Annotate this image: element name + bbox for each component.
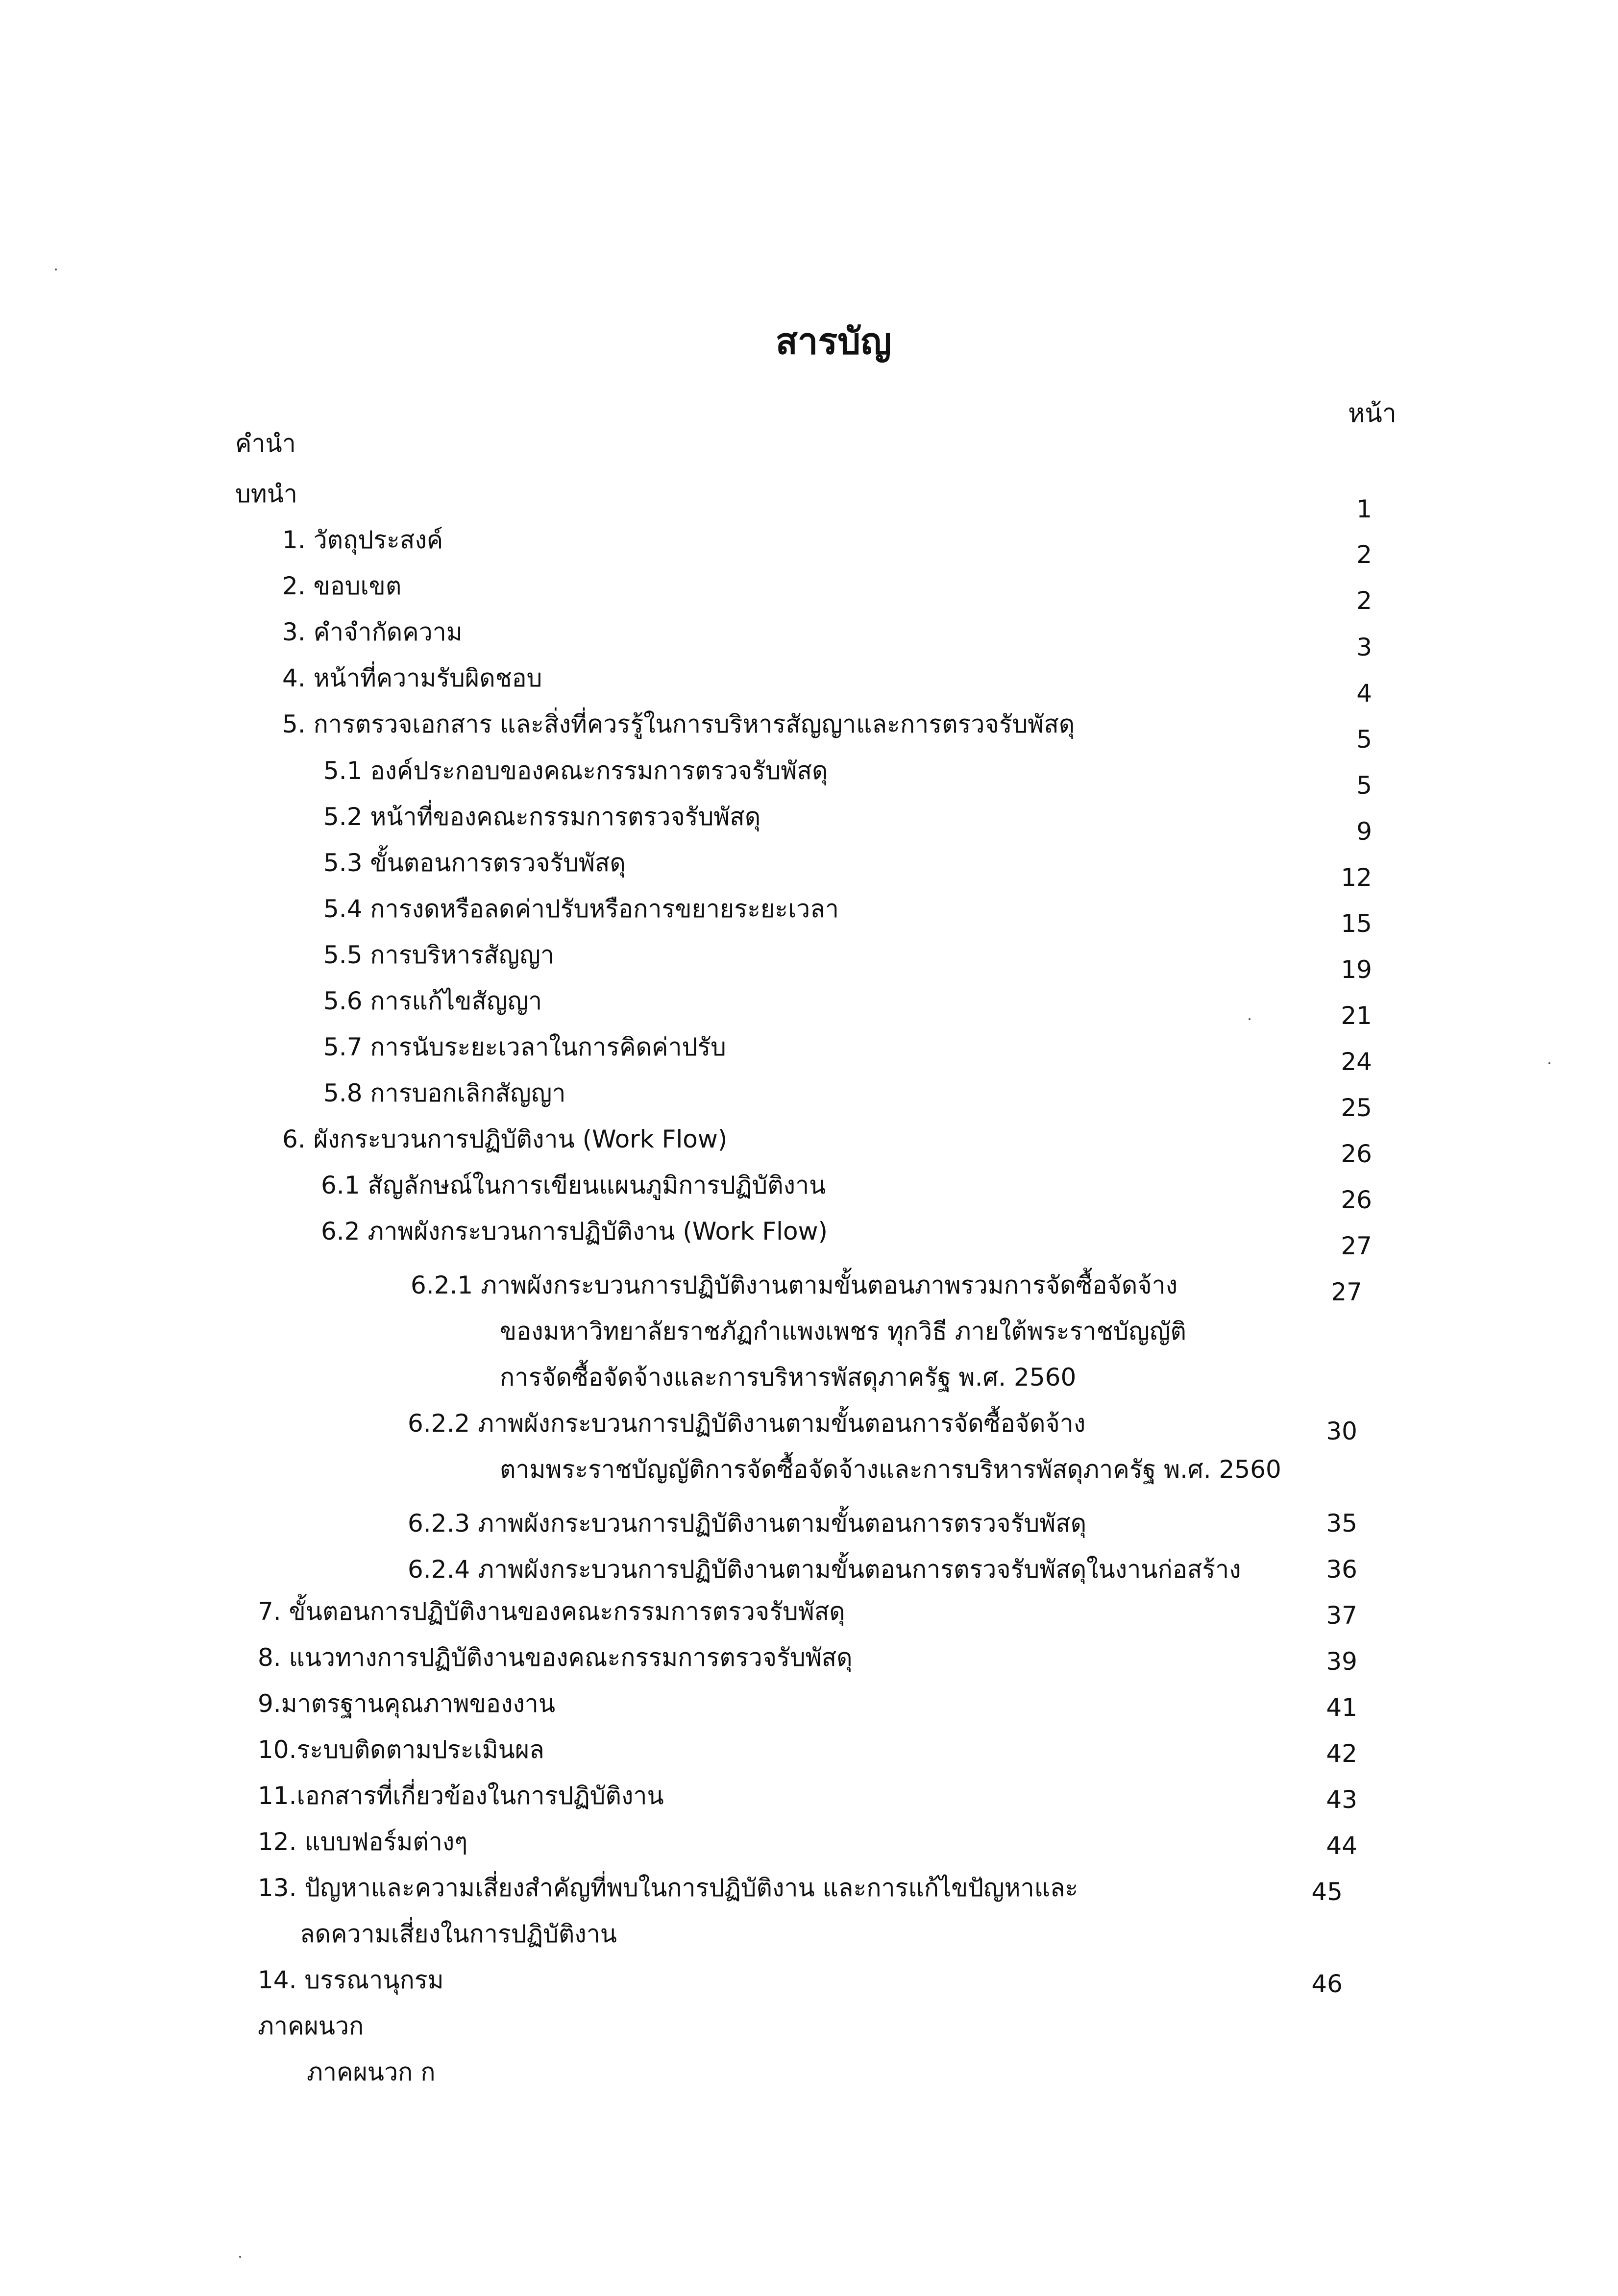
toc-entry-text: ภาคผนวก <box>258 2012 364 2040</box>
toc-entry-page: 45 <box>1311 1878 1343 1906</box>
toc-entry-page: 15 <box>1341 909 1372 938</box>
toc-entry-page: 35 <box>1326 1509 1357 1538</box>
toc-entry-text: 5.5 การบริหารสัญญา <box>323 941 554 969</box>
toc-entry-text: 6.2 ภาพผังกระบวนการปฏิบัติงาน (Work Flow) <box>321 1217 828 1246</box>
toc-entry-text: 10.ระบบติดตามประเมินผล <box>258 1735 544 1764</box>
toc-entry-page: 27 <box>1331 1278 1362 1306</box>
toc-entry-text: 6. ผังกระบวนการปฏิบัติงาน (Work Flow) <box>282 1125 728 1153</box>
toc-entry-text: 8. แนวทางการปฏิบัติงานของคณะกรรมการตรวจรับพัสดุ <box>258 1643 853 1672</box>
toc-entry-text: ตามพระราชบัญญัติการจัดซื้อจัดจ้างและการบริหารพัสดุภาครัฐ พ.ศ. 2560 <box>500 1455 1281 1484</box>
scan-speck <box>1249 1018 1250 1020</box>
toc-entry-text: 4. หน้าที่ความรับผิดชอบ <box>282 664 542 692</box>
toc-entry-text: 2. ขอบเขต <box>282 572 402 600</box>
toc-entry-page: 44 <box>1326 1832 1357 1860</box>
toc-entry-page: 37 <box>1326 1601 1357 1630</box>
toc-entry-text: 3. คำจำกัดความ <box>282 618 463 646</box>
toc-entry-page: 19 <box>1341 955 1372 984</box>
toc-entry-page: 43 <box>1326 1785 1357 1814</box>
toc-entry-text: ภาคผนวก ก <box>307 2058 436 2086</box>
toc-entry-text: 5. การตรวจเอกสาร และสิ่งที่ควรรู้ในการบริหารสัญญาและการตรวจรับพัสดุ <box>282 710 1075 738</box>
scan-speck <box>239 2256 241 2258</box>
toc-entry-text: 14. บรรณานุกรม <box>258 1966 444 1994</box>
toc-entry-page: 24 <box>1341 1048 1372 1076</box>
toc-entry-page: 27 <box>1341 1232 1372 1260</box>
toc-entry-page: 4 <box>1356 679 1372 708</box>
toc-entry-text: 5.1 องค์ประกอบของคณะกรรมการตรวจรับพัสดุ <box>323 757 828 785</box>
toc-entry-text: 9.มาตรฐานคุณภาพของงาน <box>258 1689 556 1718</box>
toc-entry-page: 12 <box>1341 863 1372 892</box>
toc-entry-page: 2 <box>1356 586 1372 615</box>
toc-entry-page: 39 <box>1326 1647 1357 1676</box>
toc-entry-text: 6.2.4 ภาพผังกระบวนการปฏิบัติงานตามขั้นตอนการตรวจรับพัสดุในงานก่อสร้าง <box>408 1555 1241 1584</box>
toc-entry-page: 5 <box>1356 771 1372 800</box>
toc-entry-text: 6.1 สัญลักษณ์ในการเขียนแผนภูมิการปฏิบัติงาน <box>321 1171 826 1199</box>
toc-entry-page: 26 <box>1341 1140 1372 1168</box>
toc-entry-text: ลดความเสี่ยงในการปฏิบัติงาน <box>300 1920 617 1948</box>
toc-entry-text: 1. วัตถุประสงค์ <box>282 526 443 554</box>
toc-entry-text: การจัดซื้อจัดจ้างและการบริหารพัสดุภาครัฐ พ.ศ. 2560 <box>500 1363 1077 1392</box>
toc-entry-page: 41 <box>1326 1693 1357 1722</box>
toc-entry-page: 25 <box>1341 1094 1372 1122</box>
page-column-label: หน้า <box>1348 399 1397 428</box>
toc-entry-page: 2 <box>1356 540 1372 569</box>
toc-entry-text: 5.3 ขั้นตอนการตรวจรับพัสดุ <box>323 849 626 877</box>
toc-entry-text: 6.2.1 ภาพผังกระบวนการปฏิบัติงานตามขั้นตอนภาพรวมการจัดซื้อจัดจ้าง <box>411 1271 1178 1299</box>
scan-speck <box>1548 1062 1550 1064</box>
toc-entry-text: 5.4 การงดหรือลดค่าปรับหรือการขยายระยะเวลา <box>323 895 839 923</box>
toc-entry-text: 6.2.3 ภาพผังกระบวนการปฏิบัติงานตามขั้นตอนการตรวจรับพัสดุ <box>408 1509 1087 1538</box>
toc-entry-page: 5 <box>1356 725 1372 754</box>
toc-entry-page: 36 <box>1326 1555 1357 1584</box>
toc-entry-text: 7. ขั้นตอนการปฏิบัติงานของคณะกรรมการตรวจรับพัสดุ <box>258 1597 845 1626</box>
toc-entry-page: 3 <box>1356 633 1372 661</box>
toc-entry-text: 6.2.2 ภาพผังกระบวนการปฏิบัติงานตามขั้นตอนการจัดซื้อจัดจ้าง <box>408 1409 1086 1438</box>
toc-entry-text: 5.6 การแก้ไขสัญญา <box>323 987 542 1015</box>
toc-entry-page: 9 <box>1356 817 1372 846</box>
toc-entry-text: 5.8 การบอกเลิกสัญญา <box>323 1079 566 1107</box>
toc-entry-page: 1 <box>1356 495 1372 523</box>
page-title: สารบัญ <box>775 320 892 363</box>
toc-entry-text: คำนำ <box>235 429 296 458</box>
toc-entry-page: 42 <box>1326 1739 1357 1768</box>
toc-entry-text: 5.7 การนับระยะเวลาในการคิดค่าปรับ <box>323 1033 726 1061</box>
toc-entry-text: 13. ปัญหาและความเสี่ยงสำคัญที่พบในการปฏิบัติงาน และการแก้ไขปัญหาและ <box>258 1874 1079 1902</box>
toc-entry-page: 26 <box>1341 1186 1372 1214</box>
toc-entry-text: 12. แบบฟอร์มต่างๆ <box>258 1828 468 1856</box>
toc-entry-page: 30 <box>1326 1417 1357 1445</box>
toc-entry-text: 5.2 หน้าที่ของคณะกรรมการตรวจรับพัสดุ <box>323 803 761 831</box>
toc-entry-page: 21 <box>1341 1001 1372 1030</box>
toc-entry-text: ของมหาวิทยาลัยราชภัฏกำแพงเพชร ทุกวิธี ภายใต้พระราชบัญญัติ <box>500 1317 1186 1345</box>
toc-entry-page: 46 <box>1311 1970 1343 1998</box>
toc-entry-text: บทนำ <box>235 480 297 508</box>
scan-speck <box>55 269 57 270</box>
toc-entry-text: 11.เอกสารที่เกี่ยวข้องในการปฏิบัติงาน <box>258 1782 664 1810</box>
